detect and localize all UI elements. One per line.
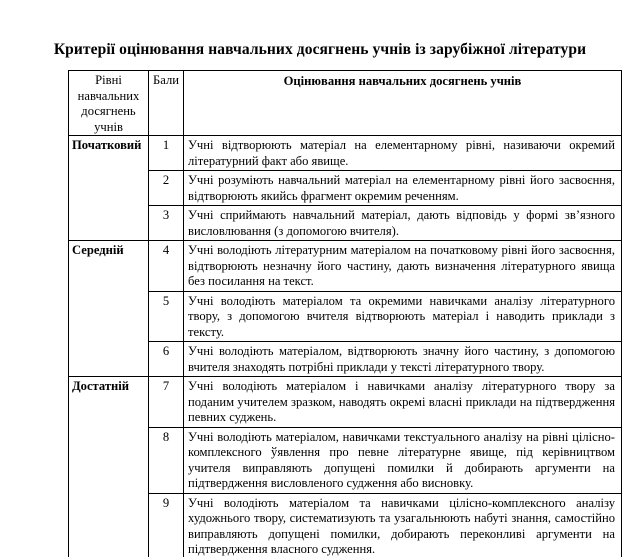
header-level: Рівні навчальних досягнень учнів (69, 71, 149, 136)
table-row (69, 377, 622, 428)
score-cell: 2 (149, 171, 184, 206)
score-cell: 1 (149, 136, 184, 171)
level-cell-empty (69, 171, 149, 206)
table-row (69, 427, 622, 493)
level-cell: Початковий (69, 136, 149, 171)
table-row (69, 241, 622, 292)
description-cell: Учні володіють матеріалом та навичками цілісно-комплексного аналізу художнього твору, систематизують та узагальнюють набуті знання, самостійно виправляють допущені помилки, добирають переконливі аргументи на підтвердження власного судження. (184, 493, 622, 557)
document-title: Критерії оцінювання навчальних досягнень учнів із зарубіжної літератури (53, 41, 587, 58)
table-header-row (69, 71, 622, 136)
description-cell: Учні відтворюють матеріал на елементарному рівні, називаючи окремий літературний факт або явище. (184, 136, 622, 171)
description-cell: Учні володіють матеріалом і навичками аналізу літературного твору за поданим учителем зразком, наводять окремі власні приклади на підтвердження певних суджень. (184, 377, 622, 428)
description-cell: Учні розуміють навчальний матеріал на елементарному рівні його засвоєння, відтворюють якийсь фрагмент окремим реченням. (184, 171, 622, 206)
description-cell: Учні володіють літературним матеріалом на початковому рівні його засвоєння, відтворюють незначну його частину, дають визначення літературного явища без посилання на текст. (184, 241, 622, 292)
criteria-table (68, 70, 622, 557)
level-cell-empty (69, 493, 149, 557)
level-cell-empty (69, 427, 149, 493)
description-cell: Учні володіють матеріалом, навичками текстуального аналізу на рівні цілісно-комплексного ўявлення про певне літературне явище, під керівництвом учителя виправляють допущені помилки й добирають аргументи на підтвердження висловленого судження або висновку. (184, 427, 622, 493)
table-row (69, 171, 622, 206)
score-cell: 7 (149, 377, 184, 428)
header-description: Оцінювання навчальних досягнень учнів (184, 71, 622, 136)
level-cell: Середній (69, 241, 149, 292)
score-cell: 9 (149, 493, 184, 557)
table-row (69, 136, 622, 171)
table-row (69, 206, 622, 241)
header-score: Бали (149, 71, 184, 136)
score-cell: 5 (149, 291, 184, 342)
score-cell: 6 (149, 342, 184, 377)
description-cell: Учні володіють матеріалом та окремими навичками аналізу літературного твору, з допомогою вчителя відтворюють матеріал і наводить приклади з тексту. (184, 291, 622, 342)
level-cell-empty (69, 206, 149, 241)
description-cell: Учні володіють матеріалом, відтворюють значну його частину, з допомогою вчителя знаходять потрібні приклади у тексті літературного твору. (184, 342, 622, 377)
level-cell-empty (69, 342, 149, 377)
score-cell: 3 (149, 206, 184, 241)
level-cell-empty (69, 291, 149, 342)
score-cell: 8 (149, 427, 184, 493)
level-cell: Достатній (69, 377, 149, 428)
score-cell: 4 (149, 241, 184, 292)
table-row (69, 342, 622, 377)
table-row (69, 493, 622, 557)
description-cell: Учні сприймають навчальний матеріал, дають відповідь у формі зв’язного висловлювання (з допомогою вчителя). (184, 206, 622, 241)
table-row (69, 291, 622, 342)
